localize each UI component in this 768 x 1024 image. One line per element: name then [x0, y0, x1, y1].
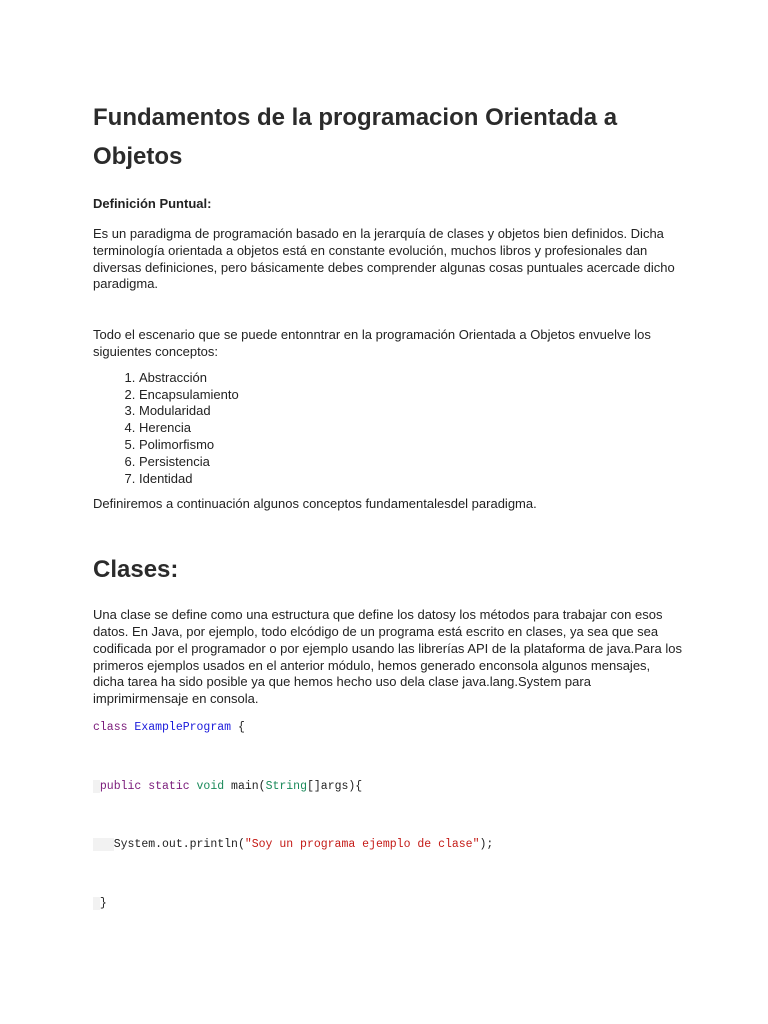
code-text: main( — [224, 779, 266, 793]
code-text: ); — [479, 837, 494, 851]
code-type: String — [265, 779, 307, 793]
paragraph-concepts-intro: Todo el escenario que se puede entonntrar en la programación Orientada a Objetos envuelve los siguientes conceptos: — [93, 327, 651, 359]
code-text: } — [99, 896, 107, 910]
paragraph-continuation: Definiremos a continuación algunos conceptos fundamentalesdel paradigma. — [93, 496, 537, 512]
code-string: "Soy un programa ejemplo de clase" — [244, 837, 480, 851]
list-item: 5. Polimorfismo — [139, 437, 683, 454]
code-class-name: ExampleProgram — [134, 720, 232, 734]
code-text: System.out.println( — [113, 837, 245, 851]
list-item: 7. Identidad — [139, 471, 683, 488]
code-text: []args){ — [306, 779, 363, 793]
paragraph-definition: Es un paradigma de programación basado en la jerarquía de clases y objetos bien definidos. Dicha terminología orientada a objetos está en constante evolución, muchos libros y profesionales dan diversas definiciones, pero básicamente debes comprender algunas cosas puntuales acercade dicho paradigma. — [93, 226, 675, 292]
subheading: Definición Puntual: — [93, 196, 212, 211]
paragraph-classes: Una clase se define como una estructura que define los datosy los métodos para trabajar con esos datos. En Java, por ejemplo, todo elcódigo de un programa está escrito en clases, ya sea que sea codificada por el programador o por ejemplo usando las librerías API de la plataforma de java.Para los primeros ejemplos usados en el anterior módulo, hemos generado enconsola algunos mensajes, dicha tarea ha sido posible ya que hemos hecho uso dela clase java.lang.System para imprimirmensaje en consola. — [93, 607, 682, 707]
concepts-list — [93, 370, 683, 488]
code-keyword: class — [93, 720, 128, 734]
list-item: 3. Modularidad — [139, 403, 683, 420]
code-keyword: public static — [99, 779, 190, 793]
page-title: Fundamentos de la programacion Orientada a Objetos — [93, 104, 618, 170]
list-item: 6. Persistencia — [139, 454, 683, 471]
document-content — [93, 98, 683, 912]
code-text: { — [231, 720, 245, 734]
section-title: Clases: — [93, 556, 179, 584]
code-type: void — [196, 779, 225, 793]
list-item: 1. Abstracción — [139, 370, 683, 387]
code-line-1 — [93, 720, 683, 736]
list-item: 2. Encapsulamiento — [139, 387, 683, 404]
code-line-2 — [93, 779, 683, 795]
code-line-3 — [93, 837, 683, 853]
list-item: 4. Herencia — [139, 420, 683, 437]
code-line-4 — [93, 896, 683, 912]
